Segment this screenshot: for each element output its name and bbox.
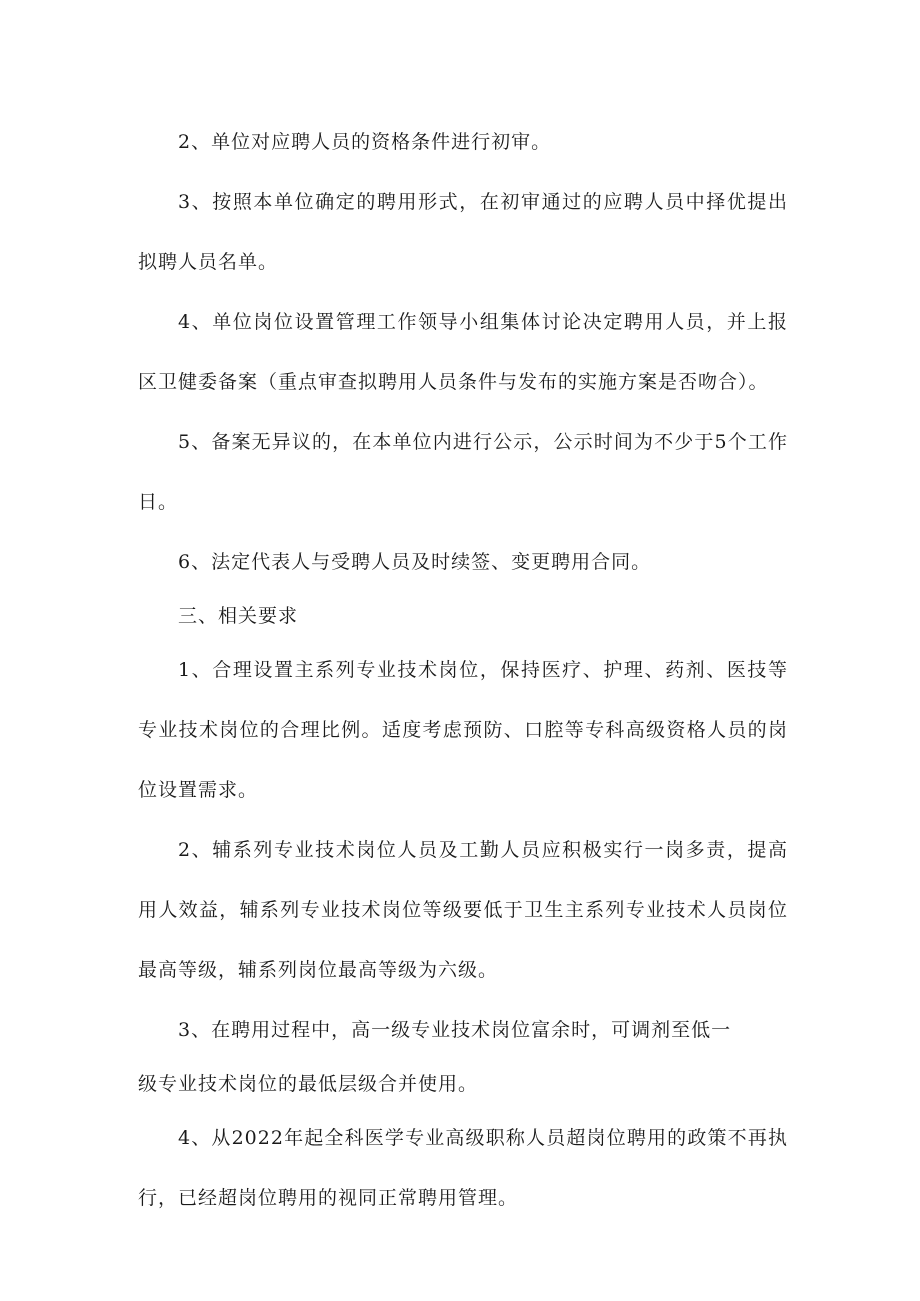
paragraph-requirement-1: 1、合理设置主系列专业技术岗位，保持医疗、护理、药剂、医技等专业技术岗位的合理比例。适度考虑预防、口腔等专科高级资格人员的岗位设置需求。 [138, 659, 788, 801]
paragraph-requirement-4: 4、从2022年起全科医学专业高级职称人员超岗位聘用的政策不再执行，已经超岗位聘用的视同正常聘用管理。 [138, 1127, 788, 1209]
paragraph-step-3: 3、按照本单位确定的聘用形式，在初审通过的应聘人员中择优提出拟聘人员名单。 [138, 191, 788, 273]
paragraph-step-4: 4、单位岗位设置管理工作领导小组集体讨论决定聘用人员，并上报区卫健委备案（重点审查拟聘用人员条件与发布的实施方案是否吻合）。 [138, 311, 788, 393]
document-body [138, 112, 788, 1228]
paragraph-step-2: 2、单位对应聘人员的资格条件进行初审。 [178, 131, 552, 153]
paragraph-requirement-3-continued: 级专业技术岗位的最低层级合并使用。 [138, 1073, 479, 1095]
paragraph-step-6: 6、法定代表人与受聘人员及时续签、变更聘用合同。 [178, 551, 652, 573]
paragraph-step-5: 5、备案无异议的，在本单位内进行公示，公示时间为不少于5个工作日。 [138, 431, 788, 513]
section-heading-requirements: 三、相关要求 [178, 605, 299, 627]
paragraph-requirement-2: 2、辅系列专业技术岗位人员及工勤人员应积极实行一岗多责，提高用人效益，辅系列专业技术岗位等级要低于卫生主系列专业技术人员岗位最高等级，辅系列岗位最高等级为六级。 [138, 839, 788, 981]
paragraph-requirement-3: 3、在聘用过程中，高一级专业技术岗位富余时，可调剂至低一 [178, 1019, 732, 1041]
